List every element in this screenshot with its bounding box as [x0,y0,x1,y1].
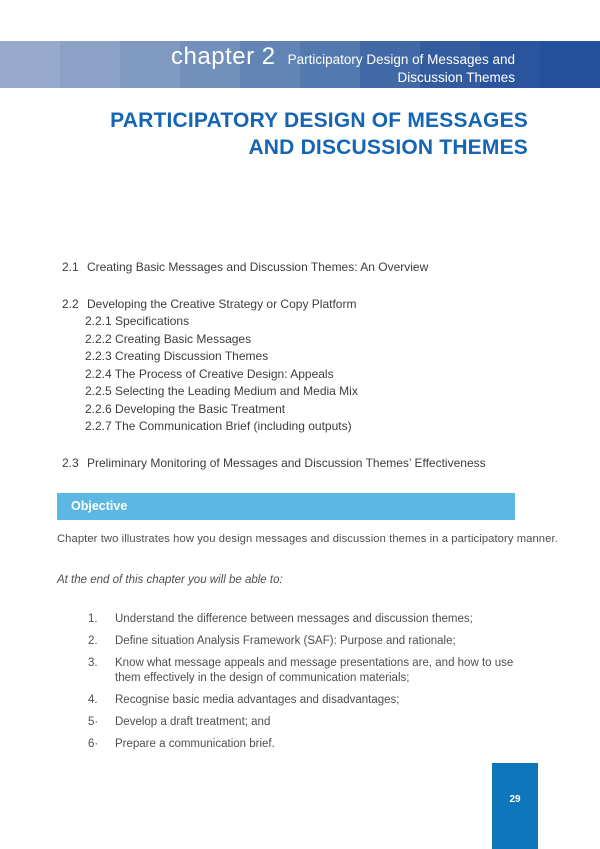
objective-summary-text: Chapter two illustrates how you design messages and discussion themes in a participatory manner. [57,533,558,545]
chapter-toc [62,259,550,472]
toc-subsection: 2.2.3 Creating Discussion Themes [85,349,269,363]
list-item [88,693,540,708]
objective-lead-in-text: At the end of this chapter you will be able to: [57,574,283,586]
list-item-number: 4. [88,694,98,706]
objective-list [88,612,540,759]
list-item-text: Understand the difference between messages and discussion themes; [115,613,473,625]
chapter-header-content [171,41,515,88]
band-segment [540,41,600,88]
chapter-header-line1 [171,44,515,70]
objective-heading: Objective [71,499,128,513]
list-item-number: 6· [88,738,99,750]
toc-subsection: 2.2.2 Creating Basic Messages [85,331,252,346]
band-segment [60,41,120,88]
toc-section-2-3 [62,455,550,472]
objective-banner [57,493,515,520]
list-item [88,737,540,752]
list-item-number: 2. [88,635,98,647]
chapter-subtitle-line2: Discussion Themes [397,69,515,85]
toc-section-2-1 [62,259,550,276]
list-item [88,612,540,627]
chapter-subtitle-line1: Participatory Design of Messages and [287,51,515,67]
page-title [110,107,528,161]
toc-subsection: 2.2.7 The Communication Brief (including outputs) [85,419,352,433]
page-title-line2: AND DISCUSSION THEMES [248,136,528,159]
toc-section-number: 2.1 [62,260,79,274]
toc-section-2-2 [62,296,550,313]
toc-subsection: 2.2.4 The Process of Creative Design: Appeals [85,366,334,381]
toc-section-number: 2.2 [62,297,79,311]
list-item-number: 1. [88,613,98,625]
page-number-tab [492,763,538,849]
toc-subsection: 2.2.6 Developing the Basic Treatment [85,401,286,416]
page-number: 29 [509,794,521,805]
toc-subsection: 2.2.5 Selecting the Leading Medium and Media Mix [85,384,358,398]
list-item-number: 5· [88,716,99,728]
toc-section-number: 2.3 [62,455,79,470]
list-item-text: Develop a draft treatment; and [115,716,271,728]
list-item-text: Recognise basic media advantages and disadvantages; [115,694,400,706]
toc-section-label: Preliminary Monitoring of Messages and Discussion Themes’ Effectiveness [87,455,486,470]
chapter-number-label: chapter 2 [171,42,276,70]
toc-section-label: Developing the Creative Strategy or Copy Platform [87,297,357,311]
list-item-text: Prepare a communication brief. [115,738,275,750]
list-item-number: 3. [88,657,98,669]
toc-subsection: 2.2.1 Specifications [85,314,190,328]
list-item [88,656,540,686]
toc-subsection-list [85,313,550,436]
band-segment [0,41,60,88]
list-item-text: Know what message appeals and message presentations are, and how to use them effectively in the design of communication materials; [115,657,514,684]
toc-section-label: Creating Basic Messages and Discussion Themes: An Overview [87,260,429,274]
page-title-line1: PARTICIPATORY DESIGN OF MESSAGES [110,109,528,132]
list-item-text: Define situation Analysis Framework (SAF): Purpose and rationale; [115,635,456,647]
list-item [88,715,540,730]
list-item [88,634,540,649]
